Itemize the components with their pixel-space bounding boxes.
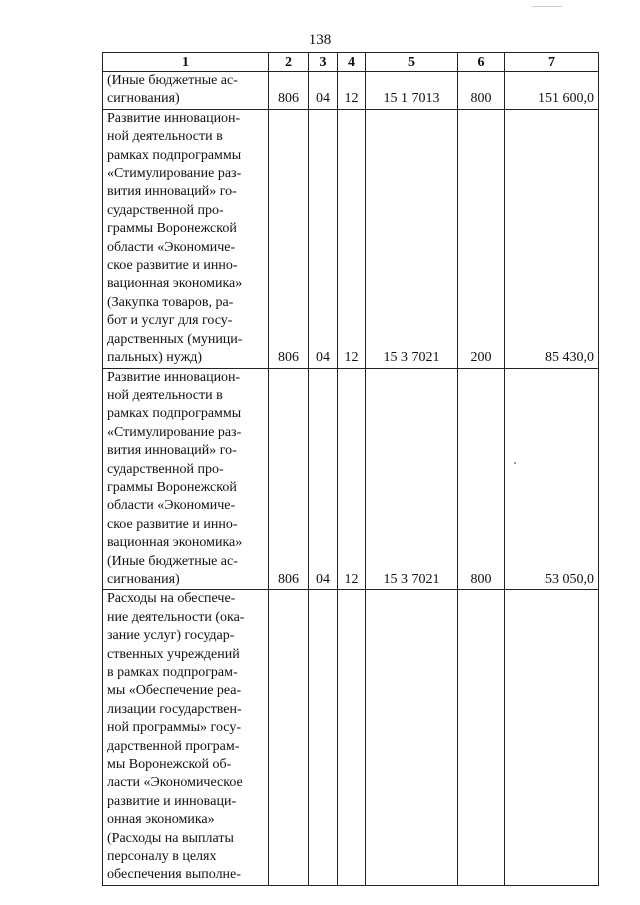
row-section-code [309,590,338,886]
header-row [103,53,599,72]
table-row [103,590,599,886]
scan-speck [532,6,562,7]
row-ministry-code: 806 [269,368,309,590]
row-expense-type: 200 [458,109,505,368]
row-ministry-code [269,590,309,886]
row-section-code: 04 [309,72,338,110]
row-amount: 85 430,0 [505,109,599,368]
row-description: (Иные бюджетные ас- сигнования) [103,72,269,110]
row-subsection-code: 12 [338,109,366,368]
row-amount: 53 050,0 [505,368,599,590]
table-row [103,109,599,368]
page-number: 138 [308,32,332,48]
row-subsection-code: 12 [338,368,366,590]
header-cell-col1: 1 [103,53,269,72]
row-ministry-code: 806 [269,72,309,110]
scan-speck [514,462,516,464]
row-expense-type: 800 [458,72,505,110]
budget-table [102,52,599,886]
row-amount [505,590,599,886]
row-description: Развитие инновацион- ной деятельности в рамках подпрограммы «Стимулирование раз- вития инноваций» го- сударственной про- граммы Воронежской области «Экономиче- ское развитие и инно- вационная экономика» (Иные бюджетные ас- сигнования) [103,368,269,590]
row-target-article: 15 1 7013 [366,72,458,110]
row-expense-type [458,590,505,886]
row-target-article [366,590,458,886]
row-subsection-code: 12 [338,72,366,110]
row-ministry-code: 806 [269,109,309,368]
row-section-code: 04 [309,368,338,590]
row-expense-type: 800 [458,368,505,590]
header-cell-col7: 7 [505,53,599,72]
header-cell-col5: 5 [366,53,458,72]
row-target-article: 15 3 7021 [366,368,458,590]
row-subsection-code [338,590,366,886]
table-row [103,368,599,590]
header-cell-col4: 4 [338,53,366,72]
header-cell-col6: 6 [458,53,505,72]
row-section-code: 04 [309,109,338,368]
table-row [103,72,599,110]
row-description: Развитие инновацион- ной деятельности в рамках подпрограммы «Стимулирование раз- вития инноваций» го- сударственной про- граммы Воронежской области «Экономиче- ское развитие и инно- вационная экономика» (Закупка товаров, ра- бот и услуг для госу- дарственных (муници- пальных) нужд) [103,109,269,368]
header-cell-col2: 2 [269,53,309,72]
header-cell-col3: 3 [309,53,338,72]
row-description: Расходы на обеспече- ние деятельности (ока- зание услуг) государ- ственных учреждений в рамках подпрограм- мы «Обеспечение реа- лизации государствен- ной программы» госу- дарственной програм- мы Воронежской об- ласти «Экономическое развитие и инновaци- онная экономика» (Расходы на выплаты персоналу в целях обеспечения выполне- [103,590,269,886]
row-target-article: 15 3 7021 [366,109,458,368]
row-amount: 151 600,0 [505,72,599,110]
